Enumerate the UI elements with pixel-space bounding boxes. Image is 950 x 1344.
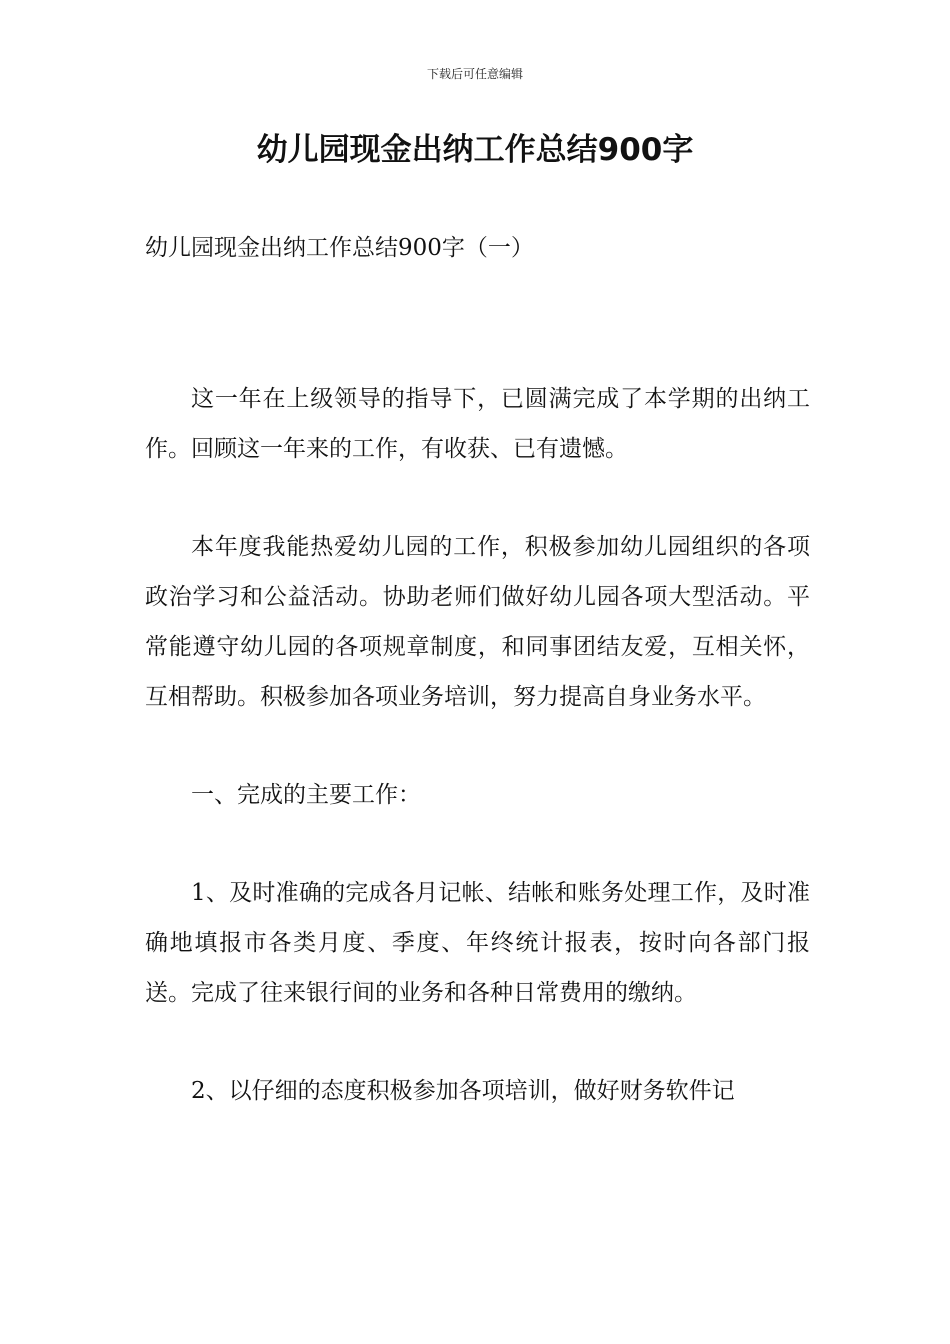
section-heading-main-work: 一、完成的主要工作： <box>191 782 421 808</box>
document-title: 幼儿园现金出纳工作总结900字 <box>256 132 694 168</box>
document-body <box>145 374 810 1164</box>
header-note: 下载后可任意编辑 <box>426 67 523 81</box>
document-subtitle: 幼儿园现金出纳工作总结900字（一） <box>145 235 534 261</box>
paragraph-intro: 这一年在上级领导的指导下，已圆满完成了本学期的出纳工作。回顾这一年来的工作，有收获、已有遗憾。 <box>145 386 810 462</box>
paragraph-item-1: 1、及时准确的完成各月记帐、结帐和账务处理工作，及时准确地填报市各类月度、季度、年终统计报表，按时向各部门报送。完成了往来银行间的业务和各种日常费用的缴纳。 <box>145 880 810 1006</box>
paragraph-attitude: 本年度我能热爱幼儿园的工作，积极参加幼儿园组织的各项政治学习和公益活动。协助老师们做好幼儿园各项大型活动。平常能遵守幼儿园的各项规章制度，和同事团结友爱，互相关怀，互相帮助。积极参加各项业务培训，努力提高自身业务水平。 <box>145 534 810 710</box>
paragraph-item-2: 2、以仔细的态度积极参加各项培训，做好财务软件记 <box>191 1078 735 1104</box>
